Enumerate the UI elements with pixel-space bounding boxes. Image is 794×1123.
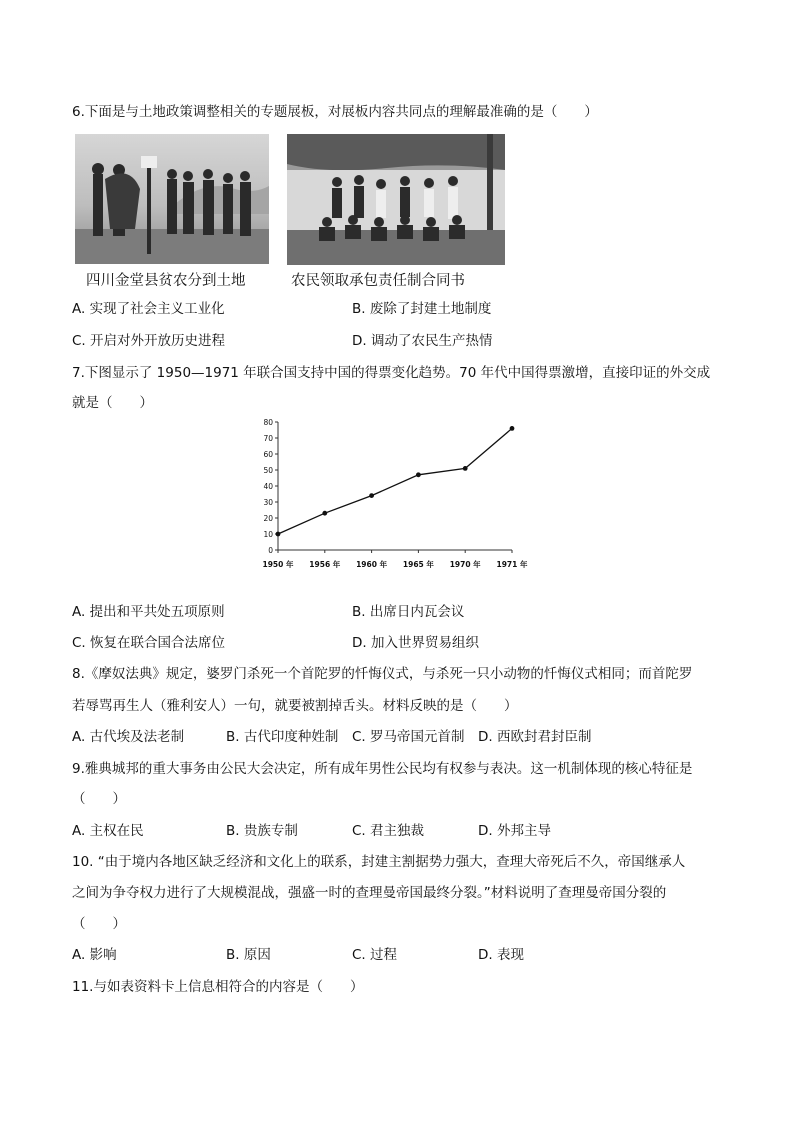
vote-trend-line-chart (258, 414, 540, 578)
data-point (416, 472, 421, 477)
x-tick-label: 1970 年 (449, 560, 481, 569)
q7-stem-line1: 7.下图显示了 1950—1971 年联合国支持中国的得票变化趋势。70 年代中国得票激增，直接印证的外交成 (72, 365, 711, 381)
q10-stem-line3: （ ） (72, 916, 126, 932)
y-tick-label: 70 (263, 434, 273, 443)
q9-option-d: D. 外邦主导 (478, 823, 551, 839)
x-tick-label: 1965 年 (402, 560, 434, 569)
q9-stem-line2: （ ） (72, 791, 126, 807)
q8-option-b: B. 古代印度种姓制 (226, 729, 339, 745)
q8-stem-line1: 8.《摩奴法典》规定，婆罗门杀死一个首陀罗的忏悔仪式，与杀死一只小动物的忏悔仪式相同；而首陀罗 (72, 666, 693, 682)
photo1-image (75, 134, 269, 264)
photo-poor-farmers-receiving-land (75, 134, 269, 264)
q8-option-c: C. 罗马帝国元首制 (352, 729, 465, 745)
q6-stem: 6.下面是与土地政策调整相关的专题展板，对展板内容共同点的理解最准确的是（ ） (72, 104, 598, 120)
q8-stem-line2: 若辱骂再生人（雅利安人）一句，就要被割掉舌头。材料反映的是（ ） (72, 698, 518, 714)
y-tick-label: 40 (263, 482, 273, 491)
y-tick-label: 60 (263, 450, 273, 459)
y-tick-label: 0 (268, 546, 273, 555)
data-point (322, 511, 327, 516)
q6-option-c: C. 开启对外开放历史进程 (72, 333, 226, 349)
q7-option-c: C. 恢复在联合国合法席位 (72, 635, 226, 651)
x-tick-label: 1956 年 (309, 560, 341, 569)
q6-option-a: A. 实现了社会主义工业化 (72, 301, 225, 317)
q10-option-d: D. 表现 (478, 947, 524, 963)
photo-farmers-contract (287, 134, 505, 265)
q10-stem-line2: 之间为争夺权力进行了大规模混战，强盛一时的查理曼帝国最终分裂。”材料说明了查理曼帝国分裂的 (72, 885, 667, 901)
q7-option-a: A. 提出和平共处五项原则 (72, 604, 225, 620)
data-point (276, 532, 281, 537)
photo1-caption: 四川金堂县贫农分到土地 (86, 273, 246, 289)
q7-stem-line2: 就是（ ） (72, 395, 153, 411)
y-tick-label: 30 (263, 498, 273, 507)
q11-stem: 11.与如表资料卡上信息相符合的内容是（ ） (72, 979, 364, 995)
y-tick-label: 50 (263, 466, 273, 475)
q6-option-b: B. 废除了封建土地制度 (352, 301, 492, 317)
q9-stem-line1: 9.雅典城邦的重大事务由公民大会决定，所有成年男性公民均有权参与表决。这一机制体现的核心特征是 (72, 761, 693, 777)
photo2-caption: 农民领取承包责任制合同书 (291, 273, 465, 289)
q10-option-a: A. 影响 (72, 947, 117, 963)
q9-option-a: A. 主权在民 (72, 823, 144, 839)
q9-option-b: B. 贵族专制 (226, 823, 298, 839)
data-point (463, 466, 468, 471)
x-tick-label: 1960 年 (356, 560, 388, 569)
q10-stem-line1: 10. “由于境内各地区缺乏经济和文化上的联系，封建主割据势力强大，查理大帝死后不久，帝国继承人 (72, 854, 686, 870)
photo2-image (287, 134, 505, 265)
q8-option-d: D. 西欧封君封臣制 (478, 729, 592, 745)
q7-option-d: D. 加入世界贸易组织 (352, 635, 479, 651)
q7-option-b: B. 出席日内瓦会议 (352, 604, 465, 620)
x-tick-label: 1950 年 (262, 560, 294, 569)
q9-option-c: C. 君主独裁 (352, 823, 425, 839)
y-tick-label: 10 (263, 530, 273, 539)
data-point (369, 493, 374, 498)
series-line (278, 428, 512, 534)
q8-option-a: A. 古代埃及法老制 (72, 729, 185, 745)
y-tick-label: 20 (263, 514, 273, 523)
data-point (510, 426, 515, 431)
q10-option-c: C. 过程 (352, 947, 398, 963)
q6-option-d: D. 调动了农民生产热情 (352, 333, 493, 349)
q10-option-b: B. 原因 (226, 947, 271, 963)
y-tick-label: 80 (263, 418, 273, 427)
x-tick-label: 1971 年 (496, 560, 528, 569)
